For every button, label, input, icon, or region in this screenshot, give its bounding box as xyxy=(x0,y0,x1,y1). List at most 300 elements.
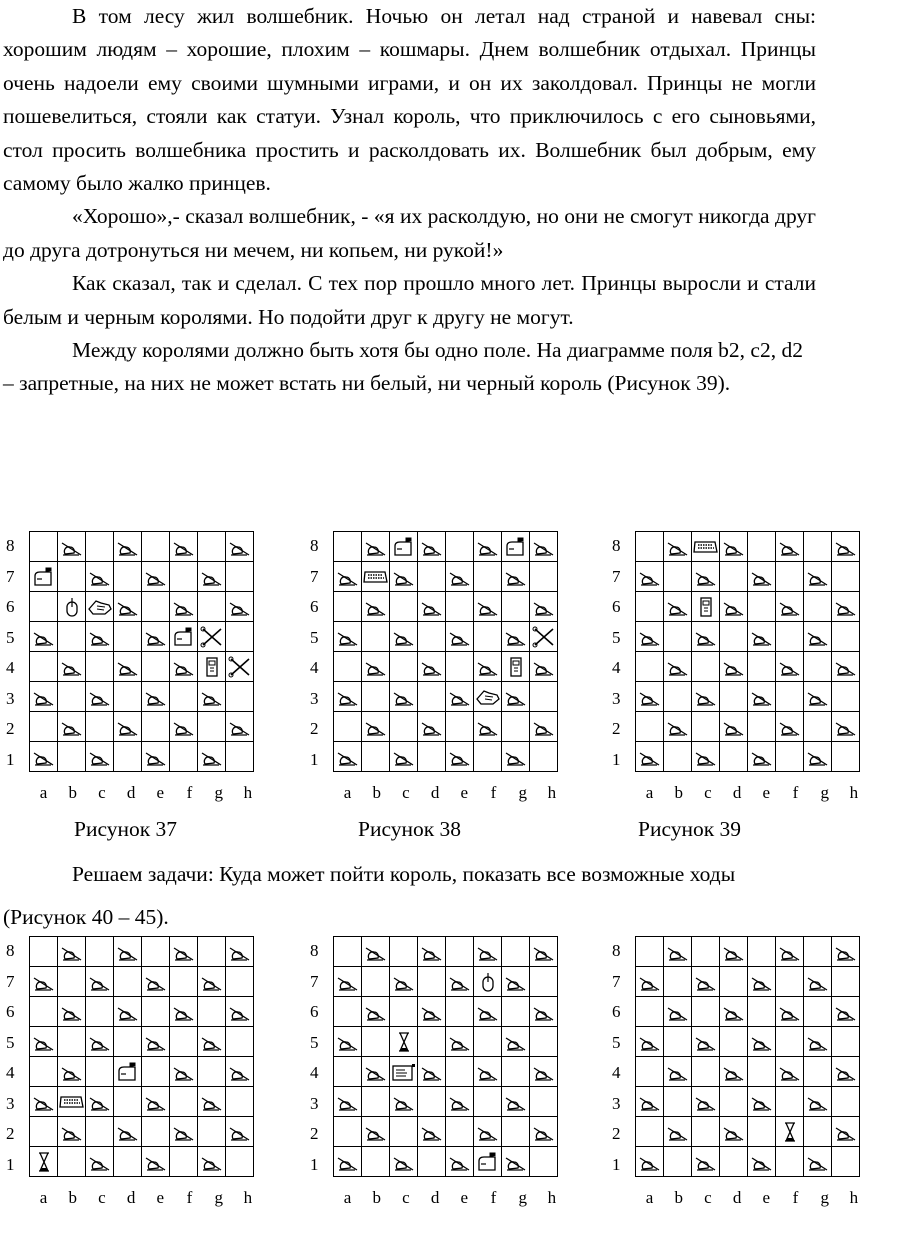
square-f6[interactable] xyxy=(474,592,502,622)
square-f6[interactable] xyxy=(776,997,804,1027)
square-b1[interactable] xyxy=(362,1147,390,1177)
square-b2[interactable] xyxy=(664,1117,692,1147)
square-b2[interactable] xyxy=(664,712,692,742)
square-h6[interactable] xyxy=(226,997,254,1027)
square-b4[interactable] xyxy=(58,652,86,682)
square-b7[interactable] xyxy=(362,562,390,592)
square-f2[interactable] xyxy=(776,1117,804,1147)
square-a6[interactable] xyxy=(636,592,664,622)
square-f3[interactable] xyxy=(474,1087,502,1117)
square-a3[interactable] xyxy=(334,682,362,712)
square-e8[interactable] xyxy=(142,532,170,562)
square-c8[interactable] xyxy=(86,532,114,562)
square-f5[interactable] xyxy=(170,1027,198,1057)
square-e1[interactable] xyxy=(748,1147,776,1177)
square-f7[interactable] xyxy=(474,967,502,997)
square-h8[interactable] xyxy=(226,937,254,967)
square-h4[interactable] xyxy=(832,652,860,682)
square-g6[interactable] xyxy=(502,997,530,1027)
square-b7[interactable] xyxy=(58,967,86,997)
square-e6[interactable] xyxy=(748,592,776,622)
square-d4[interactable] xyxy=(720,652,748,682)
square-f6[interactable] xyxy=(474,997,502,1027)
square-c8[interactable] xyxy=(390,532,418,562)
square-g8[interactable] xyxy=(804,937,832,967)
square-e5[interactable] xyxy=(748,622,776,652)
square-b6[interactable] xyxy=(664,997,692,1027)
square-b5[interactable] xyxy=(664,622,692,652)
square-a7[interactable] xyxy=(636,562,664,592)
square-b2[interactable] xyxy=(362,712,390,742)
square-h3[interactable] xyxy=(226,682,254,712)
square-h8[interactable] xyxy=(832,937,860,967)
square-c2[interactable] xyxy=(390,712,418,742)
square-e3[interactable] xyxy=(142,682,170,712)
square-h6[interactable] xyxy=(530,592,558,622)
square-f6[interactable] xyxy=(170,592,198,622)
square-g4[interactable] xyxy=(804,1057,832,1087)
square-d5[interactable] xyxy=(418,622,446,652)
square-f8[interactable] xyxy=(170,532,198,562)
square-e4[interactable] xyxy=(142,1057,170,1087)
square-c7[interactable] xyxy=(86,562,114,592)
square-a2[interactable] xyxy=(334,1117,362,1147)
square-b6[interactable] xyxy=(58,592,86,622)
square-c1[interactable] xyxy=(390,742,418,772)
square-e1[interactable] xyxy=(748,742,776,772)
square-f6[interactable] xyxy=(776,592,804,622)
square-d2[interactable] xyxy=(720,1117,748,1147)
square-c7[interactable] xyxy=(390,562,418,592)
square-h1[interactable] xyxy=(832,1147,860,1177)
square-e1[interactable] xyxy=(142,1147,170,1177)
square-d3[interactable] xyxy=(418,682,446,712)
square-a4[interactable] xyxy=(334,652,362,682)
square-c1[interactable] xyxy=(86,742,114,772)
square-a4[interactable] xyxy=(30,652,58,682)
square-e3[interactable] xyxy=(748,1087,776,1117)
square-c5[interactable] xyxy=(86,1027,114,1057)
square-h5[interactable] xyxy=(530,622,558,652)
square-b7[interactable] xyxy=(664,562,692,592)
square-e6[interactable] xyxy=(446,592,474,622)
square-c6[interactable] xyxy=(390,592,418,622)
square-b7[interactable] xyxy=(664,967,692,997)
square-g4[interactable] xyxy=(804,652,832,682)
square-h5[interactable] xyxy=(226,622,254,652)
square-d6[interactable] xyxy=(418,997,446,1027)
square-e2[interactable] xyxy=(446,712,474,742)
square-g1[interactable] xyxy=(804,1147,832,1177)
square-d1[interactable] xyxy=(720,742,748,772)
square-e8[interactable] xyxy=(142,937,170,967)
square-d2[interactable] xyxy=(418,712,446,742)
square-d1[interactable] xyxy=(418,742,446,772)
square-h1[interactable] xyxy=(530,742,558,772)
square-d1[interactable] xyxy=(720,1147,748,1177)
square-a8[interactable] xyxy=(30,937,58,967)
square-h7[interactable] xyxy=(226,967,254,997)
square-g4[interactable] xyxy=(198,1057,226,1087)
square-d8[interactable] xyxy=(114,937,142,967)
square-b1[interactable] xyxy=(664,742,692,772)
square-e5[interactable] xyxy=(142,1027,170,1057)
square-c2[interactable] xyxy=(86,712,114,742)
square-b8[interactable] xyxy=(362,937,390,967)
square-g1[interactable] xyxy=(502,742,530,772)
square-h6[interactable] xyxy=(832,997,860,1027)
square-h2[interactable] xyxy=(530,1117,558,1147)
square-g6[interactable] xyxy=(804,997,832,1027)
square-c6[interactable] xyxy=(390,997,418,1027)
square-a6[interactable] xyxy=(30,997,58,1027)
square-d5[interactable] xyxy=(418,1027,446,1057)
square-e2[interactable] xyxy=(142,1117,170,1147)
square-c1[interactable] xyxy=(86,1147,114,1177)
square-e2[interactable] xyxy=(748,1117,776,1147)
square-c6[interactable] xyxy=(86,592,114,622)
square-c5[interactable] xyxy=(390,622,418,652)
square-c4[interactable] xyxy=(86,652,114,682)
square-b4[interactable] xyxy=(664,1057,692,1087)
square-f7[interactable] xyxy=(776,562,804,592)
square-h3[interactable] xyxy=(530,1087,558,1117)
square-d3[interactable] xyxy=(720,682,748,712)
square-g2[interactable] xyxy=(804,712,832,742)
square-c8[interactable] xyxy=(86,937,114,967)
square-e6[interactable] xyxy=(142,592,170,622)
square-a5[interactable] xyxy=(334,1027,362,1057)
square-b5[interactable] xyxy=(362,622,390,652)
square-f2[interactable] xyxy=(776,712,804,742)
square-f8[interactable] xyxy=(474,937,502,967)
square-c7[interactable] xyxy=(692,562,720,592)
square-e8[interactable] xyxy=(748,937,776,967)
square-d1[interactable] xyxy=(114,742,142,772)
square-h6[interactable] xyxy=(226,592,254,622)
square-a3[interactable] xyxy=(636,682,664,712)
square-h3[interactable] xyxy=(530,682,558,712)
square-a2[interactable] xyxy=(636,1117,664,1147)
square-g2[interactable] xyxy=(198,712,226,742)
square-e6[interactable] xyxy=(446,997,474,1027)
square-e4[interactable] xyxy=(446,652,474,682)
square-a1[interactable] xyxy=(636,1147,664,1177)
square-e2[interactable] xyxy=(142,712,170,742)
square-f1[interactable] xyxy=(474,1147,502,1177)
square-b6[interactable] xyxy=(362,592,390,622)
square-a7[interactable] xyxy=(334,967,362,997)
square-d6[interactable] xyxy=(418,592,446,622)
square-h2[interactable] xyxy=(530,712,558,742)
square-a5[interactable] xyxy=(636,622,664,652)
square-b5[interactable] xyxy=(362,1027,390,1057)
square-b3[interactable] xyxy=(58,682,86,712)
square-f3[interactable] xyxy=(170,682,198,712)
square-h6[interactable] xyxy=(530,997,558,1027)
square-g2[interactable] xyxy=(502,1117,530,1147)
square-f2[interactable] xyxy=(474,1117,502,1147)
square-d8[interactable] xyxy=(114,532,142,562)
square-g3[interactable] xyxy=(804,1087,832,1117)
square-b2[interactable] xyxy=(58,712,86,742)
square-e3[interactable] xyxy=(142,1087,170,1117)
square-h8[interactable] xyxy=(226,532,254,562)
square-c1[interactable] xyxy=(390,1147,418,1177)
square-f2[interactable] xyxy=(170,712,198,742)
square-h3[interactable] xyxy=(832,1087,860,1117)
square-d3[interactable] xyxy=(418,1087,446,1117)
square-e7[interactable] xyxy=(748,967,776,997)
square-h2[interactable] xyxy=(226,712,254,742)
square-d4[interactable] xyxy=(418,1057,446,1087)
square-g1[interactable] xyxy=(502,1147,530,1177)
square-a3[interactable] xyxy=(334,1087,362,1117)
square-h6[interactable] xyxy=(832,592,860,622)
square-f7[interactable] xyxy=(474,562,502,592)
square-g1[interactable] xyxy=(804,742,832,772)
square-b5[interactable] xyxy=(58,1027,86,1057)
square-c3[interactable] xyxy=(390,682,418,712)
square-f6[interactable] xyxy=(170,997,198,1027)
square-f5[interactable] xyxy=(776,1027,804,1057)
square-e5[interactable] xyxy=(446,1027,474,1057)
square-e3[interactable] xyxy=(446,1087,474,1117)
square-f4[interactable] xyxy=(474,1057,502,1087)
square-e4[interactable] xyxy=(142,652,170,682)
square-e5[interactable] xyxy=(446,622,474,652)
square-e4[interactable] xyxy=(748,1057,776,1087)
square-f8[interactable] xyxy=(776,937,804,967)
square-a3[interactable] xyxy=(30,1087,58,1117)
square-d2[interactable] xyxy=(720,712,748,742)
square-a5[interactable] xyxy=(30,1027,58,1057)
square-f4[interactable] xyxy=(776,1057,804,1087)
square-e2[interactable] xyxy=(446,1117,474,1147)
square-g5[interactable] xyxy=(502,622,530,652)
square-c2[interactable] xyxy=(692,712,720,742)
square-f1[interactable] xyxy=(170,1147,198,1177)
square-a4[interactable] xyxy=(636,1057,664,1087)
square-b8[interactable] xyxy=(664,937,692,967)
square-e7[interactable] xyxy=(446,562,474,592)
square-h4[interactable] xyxy=(226,1057,254,1087)
square-d8[interactable] xyxy=(720,532,748,562)
square-c4[interactable] xyxy=(390,652,418,682)
square-b1[interactable] xyxy=(664,1147,692,1177)
square-h7[interactable] xyxy=(530,967,558,997)
square-a4[interactable] xyxy=(334,1057,362,1087)
square-d4[interactable] xyxy=(114,652,142,682)
square-d3[interactable] xyxy=(114,1087,142,1117)
square-c2[interactable] xyxy=(390,1117,418,1147)
square-e5[interactable] xyxy=(142,622,170,652)
square-b8[interactable] xyxy=(362,532,390,562)
square-f3[interactable] xyxy=(474,682,502,712)
square-g1[interactable] xyxy=(198,1147,226,1177)
square-a1[interactable] xyxy=(334,1147,362,1177)
square-c3[interactable] xyxy=(692,682,720,712)
square-c5[interactable] xyxy=(692,622,720,652)
square-g2[interactable] xyxy=(804,1117,832,1147)
square-f8[interactable] xyxy=(474,532,502,562)
square-f2[interactable] xyxy=(474,712,502,742)
square-d8[interactable] xyxy=(720,937,748,967)
square-f3[interactable] xyxy=(776,682,804,712)
square-h8[interactable] xyxy=(832,532,860,562)
square-h3[interactable] xyxy=(226,1087,254,1117)
square-f1[interactable] xyxy=(474,742,502,772)
square-d5[interactable] xyxy=(114,622,142,652)
square-g7[interactable] xyxy=(198,967,226,997)
square-d3[interactable] xyxy=(720,1087,748,1117)
square-c5[interactable] xyxy=(86,622,114,652)
square-g5[interactable] xyxy=(198,1027,226,1057)
square-g1[interactable] xyxy=(198,742,226,772)
square-b2[interactable] xyxy=(362,1117,390,1147)
square-d3[interactable] xyxy=(114,682,142,712)
square-h7[interactable] xyxy=(832,967,860,997)
square-f5[interactable] xyxy=(474,1027,502,1057)
square-h8[interactable] xyxy=(530,532,558,562)
square-h1[interactable] xyxy=(530,1147,558,1177)
square-f5[interactable] xyxy=(474,622,502,652)
square-d4[interactable] xyxy=(114,1057,142,1087)
square-c4[interactable] xyxy=(390,1057,418,1087)
square-a2[interactable] xyxy=(30,1117,58,1147)
square-h1[interactable] xyxy=(226,742,254,772)
square-c8[interactable] xyxy=(692,532,720,562)
square-a3[interactable] xyxy=(636,1087,664,1117)
square-d7[interactable] xyxy=(418,967,446,997)
square-c3[interactable] xyxy=(86,682,114,712)
square-c2[interactable] xyxy=(86,1117,114,1147)
square-a3[interactable] xyxy=(30,682,58,712)
square-a2[interactable] xyxy=(636,712,664,742)
square-g5[interactable] xyxy=(502,1027,530,1057)
square-e6[interactable] xyxy=(142,997,170,1027)
square-g8[interactable] xyxy=(804,532,832,562)
square-d2[interactable] xyxy=(114,712,142,742)
square-g7[interactable] xyxy=(502,967,530,997)
square-e6[interactable] xyxy=(748,997,776,1027)
square-b8[interactable] xyxy=(58,532,86,562)
square-a5[interactable] xyxy=(334,622,362,652)
square-e8[interactable] xyxy=(446,532,474,562)
square-a6[interactable] xyxy=(636,997,664,1027)
square-c3[interactable] xyxy=(692,1087,720,1117)
square-f3[interactable] xyxy=(776,1087,804,1117)
square-g4[interactable] xyxy=(502,652,530,682)
square-a8[interactable] xyxy=(636,532,664,562)
square-b1[interactable] xyxy=(58,742,86,772)
square-c4[interactable] xyxy=(86,1057,114,1087)
square-g3[interactable] xyxy=(198,1087,226,1117)
square-h3[interactable] xyxy=(832,682,860,712)
square-b6[interactable] xyxy=(362,997,390,1027)
square-h4[interactable] xyxy=(530,1057,558,1087)
square-g8[interactable] xyxy=(198,937,226,967)
square-f4[interactable] xyxy=(776,652,804,682)
square-a2[interactable] xyxy=(334,712,362,742)
square-a7[interactable] xyxy=(30,967,58,997)
square-c3[interactable] xyxy=(390,1087,418,1117)
square-d7[interactable] xyxy=(114,967,142,997)
square-g8[interactable] xyxy=(502,937,530,967)
square-e4[interactable] xyxy=(446,1057,474,1087)
square-g7[interactable] xyxy=(804,967,832,997)
square-h5[interactable] xyxy=(530,1027,558,1057)
square-c7[interactable] xyxy=(86,967,114,997)
square-e8[interactable] xyxy=(446,937,474,967)
square-g7[interactable] xyxy=(198,562,226,592)
square-b7[interactable] xyxy=(58,562,86,592)
square-g3[interactable] xyxy=(502,682,530,712)
square-g6[interactable] xyxy=(198,997,226,1027)
square-e4[interactable] xyxy=(748,652,776,682)
square-g7[interactable] xyxy=(804,562,832,592)
square-d4[interactable] xyxy=(720,1057,748,1087)
square-a8[interactable] xyxy=(30,532,58,562)
square-g2[interactable] xyxy=(502,712,530,742)
square-e1[interactable] xyxy=(446,742,474,772)
square-d8[interactable] xyxy=(418,532,446,562)
square-d7[interactable] xyxy=(720,562,748,592)
square-g5[interactable] xyxy=(804,1027,832,1057)
square-a4[interactable] xyxy=(30,1057,58,1087)
square-f5[interactable] xyxy=(776,622,804,652)
square-b4[interactable] xyxy=(58,1057,86,1087)
square-f1[interactable] xyxy=(776,1147,804,1177)
square-g3[interactable] xyxy=(502,1087,530,1117)
square-a1[interactable] xyxy=(30,1147,58,1177)
square-c4[interactable] xyxy=(692,652,720,682)
square-b4[interactable] xyxy=(362,652,390,682)
square-h8[interactable] xyxy=(530,937,558,967)
square-g8[interactable] xyxy=(502,532,530,562)
square-c6[interactable] xyxy=(692,997,720,1027)
square-e7[interactable] xyxy=(142,562,170,592)
square-g6[interactable] xyxy=(502,592,530,622)
square-a1[interactable] xyxy=(334,742,362,772)
square-g4[interactable] xyxy=(198,652,226,682)
square-c5[interactable] xyxy=(390,1027,418,1057)
square-h4[interactable] xyxy=(226,652,254,682)
square-d8[interactable] xyxy=(418,937,446,967)
square-d6[interactable] xyxy=(114,592,142,622)
square-a5[interactable] xyxy=(30,622,58,652)
square-b5[interactable] xyxy=(58,622,86,652)
square-e5[interactable] xyxy=(748,1027,776,1057)
square-h7[interactable] xyxy=(832,562,860,592)
square-g5[interactable] xyxy=(198,622,226,652)
square-c8[interactable] xyxy=(390,937,418,967)
square-d5[interactable] xyxy=(720,622,748,652)
square-b1[interactable] xyxy=(362,742,390,772)
square-c8[interactable] xyxy=(692,937,720,967)
square-g3[interactable] xyxy=(198,682,226,712)
square-e1[interactable] xyxy=(446,1147,474,1177)
square-f4[interactable] xyxy=(474,652,502,682)
square-b3[interactable] xyxy=(362,1087,390,1117)
square-h5[interactable] xyxy=(832,1027,860,1057)
square-a7[interactable] xyxy=(30,562,58,592)
square-e7[interactable] xyxy=(446,967,474,997)
square-g8[interactable] xyxy=(198,532,226,562)
square-h4[interactable] xyxy=(832,1057,860,1087)
square-a5[interactable] xyxy=(636,1027,664,1057)
square-a7[interactable] xyxy=(334,562,362,592)
